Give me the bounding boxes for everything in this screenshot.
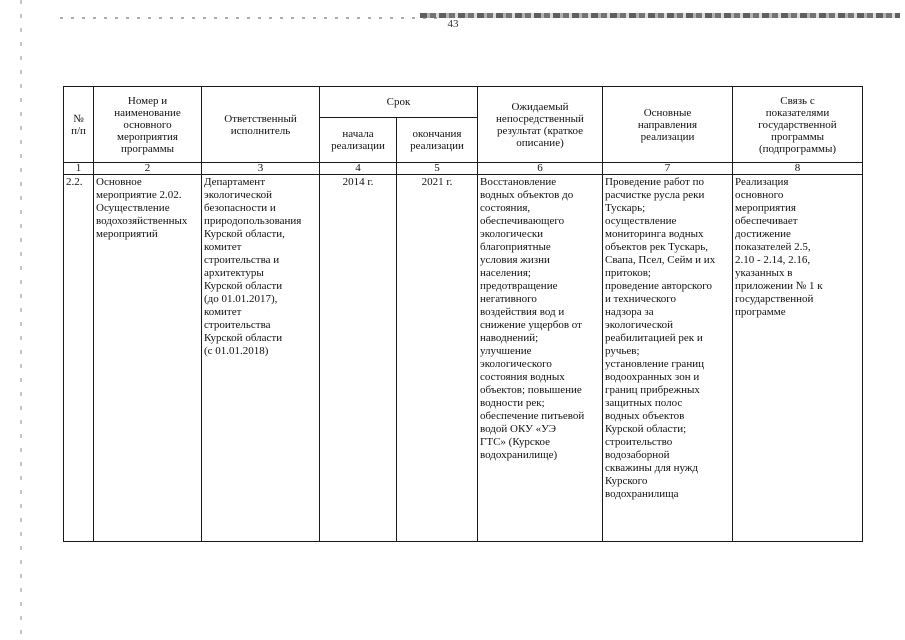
header-directions: Основные направления реализации (603, 87, 733, 163)
column-number-row (64, 163, 863, 175)
header-row (64, 87, 863, 118)
row-expected-result: Восстановление водных объектов до состояния, обеспечивающего экологически благоприятные условия жизни населения; предотвращение негативного воздействия вод и снижение ущербов от наводнений; улучшение экологического состояния водных объектов; повышение водности рек; обеспечение питьевой водой ОКУ «УЭ ГТС» (Курское водохранилище) (478, 175, 603, 542)
column-number: 1 (64, 163, 94, 175)
measures-table (63, 86, 863, 542)
header-term: Срок (320, 87, 478, 118)
column-number: 3 (202, 163, 320, 175)
row-term-end: 2021 г. (397, 175, 478, 542)
row-directions: Проведение работ по расчистке русла реки Тускарь; осуществление мониторинга водных объектов рек Тускарь, Свапа, Псел, Сейм и их притоков; проведение авторского и технического надзора за экологической реабилитацией рек и ручьев; установление границ водоохранных зон и границ прибрежных защитных полос водных объектов Курской области; строительство водозаборной скважины для нужд Курского водохранилища (603, 175, 733, 542)
header-indicator-link: Связь с показателями государственной программы (подпрограммы) (733, 87, 863, 163)
header-number: № п/п (64, 87, 94, 163)
header-term-start: начала реализации (320, 118, 397, 163)
table-row (64, 175, 863, 542)
column-number: 7 (603, 163, 733, 175)
row-indicator-link: Реализация основного мероприятия обеспечивает достижение показателей 2.5, 2.10 - 2.14, 2.16, указанных в приложении № 1 к государственной программе (733, 175, 863, 542)
column-number: 5 (397, 163, 478, 175)
page-number: 43 (447, 18, 459, 30)
column-number: 4 (320, 163, 397, 175)
row-executor: Департамент экологической безопасности и природопользования Курской области, комитет строительства и архитектуры Курской области (до 01.01.2017), комитет строительства Курской области (с 01.01.2018) (202, 175, 320, 542)
column-number: 6 (478, 163, 603, 175)
header-term-end: окончания реализации (397, 118, 478, 163)
column-number: 8 (733, 163, 863, 175)
row-term-start: 2014 г. (320, 175, 397, 542)
scan-artifact-top (420, 13, 900, 18)
header-measure-name: Номер и наименование основного мероприятия программы (94, 87, 202, 163)
header-executor: Ответственный исполнитель (202, 87, 320, 163)
scan-artifact-top-dashes (60, 17, 440, 19)
scan-artifact-left-edge (20, 0, 22, 640)
column-number: 2 (94, 163, 202, 175)
row-measure-name: Основное мероприятие 2.02. Осуществление водохозяйственных мероприятий (94, 175, 202, 542)
row-number: 2.2. (64, 175, 94, 542)
header-expected-result: Ожидаемый непосредственный результат (краткое описание) (478, 87, 603, 163)
